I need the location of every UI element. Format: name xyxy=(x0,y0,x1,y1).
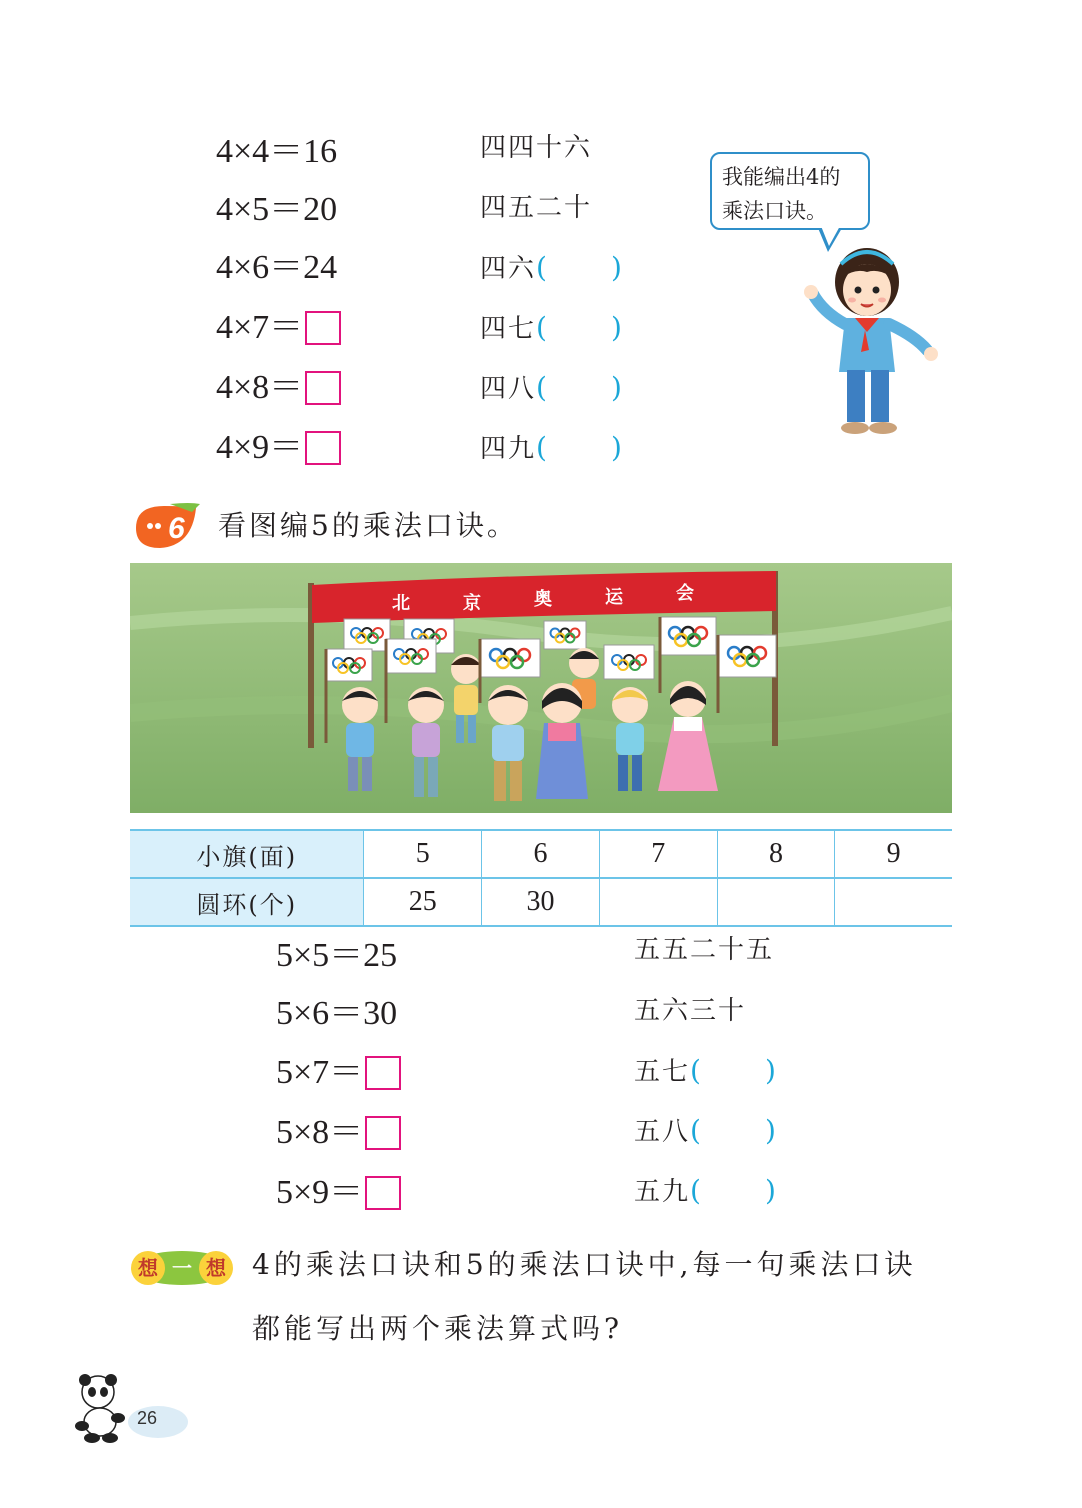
verse-5x8: 五八( ) xyxy=(634,1114,778,1147)
badge-char: 一 xyxy=(172,1256,192,1280)
verse-4x5: 四五二十 xyxy=(480,193,593,223)
badge-char: 想 xyxy=(206,1256,226,1280)
badge-char: 想 xyxy=(138,1256,158,1280)
table-row xyxy=(130,878,952,926)
banner-char: 京 xyxy=(463,593,481,614)
verse-4x8: 四八( ) xyxy=(480,371,624,404)
table-cell-blank[interactable] xyxy=(835,878,952,926)
banner-char: 奥 xyxy=(534,589,552,610)
table-cell-blank[interactable] xyxy=(599,878,717,926)
banner-char: 北 xyxy=(392,593,410,614)
table-cell: 8 xyxy=(717,830,835,878)
verse-4x6: 四六( ) xyxy=(480,251,624,284)
flags-rings-table xyxy=(130,829,952,927)
answer-box[interactable] xyxy=(365,1176,401,1210)
equation-5x7: 5×7＝ xyxy=(276,1051,401,1093)
table-cell: 7 xyxy=(599,830,717,878)
verse-5x9: 五九( ) xyxy=(634,1174,778,1207)
table-cell: 9 xyxy=(835,830,952,878)
answer-box[interactable] xyxy=(305,431,341,465)
think-question-line-1: 4的乘法口诀和5的乘法口诀中,每一句乘法口诀 xyxy=(252,1248,917,1281)
think-badge xyxy=(130,1248,234,1288)
verse-5x7: 五七( ) xyxy=(634,1054,778,1087)
row-header-rings: 圆环(个) xyxy=(130,878,364,926)
answer-box[interactable] xyxy=(305,311,341,345)
row-header-flags: 小旗(面) xyxy=(130,830,364,878)
verse-4x7: 四七( ) xyxy=(480,311,624,344)
question-6-text: 看图编5的乘法口诀。 xyxy=(218,509,518,542)
table-cell: 6 xyxy=(482,830,600,878)
olympic-scene-illustration xyxy=(130,563,952,813)
verse-4x4: 四四十六 xyxy=(480,133,593,163)
table-cell: 5 xyxy=(364,830,482,878)
panda-icon xyxy=(70,1372,190,1444)
answer-box[interactable] xyxy=(365,1116,401,1150)
table-cell: 25 xyxy=(364,878,482,926)
bubble-line-1: 我能编出4的 xyxy=(722,165,841,189)
question-number-badge xyxy=(130,500,202,552)
equation-4x7: 4×7＝ xyxy=(216,306,341,348)
answer-box[interactable] xyxy=(305,371,341,405)
banner-char: 运 xyxy=(605,587,623,608)
bubble-line-2: 乘法口诀。 xyxy=(722,199,827,223)
speech-bubble xyxy=(710,152,870,230)
table-row xyxy=(130,830,952,878)
page-number: 26 xyxy=(137,1408,158,1428)
equation-4x4: 4×4＝16 xyxy=(216,133,338,171)
equation-5x6: 5×6＝30 xyxy=(276,995,398,1033)
equation-5x9: 5×9＝ xyxy=(276,1171,401,1213)
girl-illustration xyxy=(795,232,950,442)
equation-4x9: 4×9＝ xyxy=(216,426,341,468)
verse-5x5: 五五二十五 xyxy=(634,935,775,965)
question-number: 6 xyxy=(168,512,185,545)
verse-4x9: 四九( ) xyxy=(480,431,624,464)
equation-5x5: 5×5＝25 xyxy=(276,937,398,975)
table-cell: 30 xyxy=(482,878,600,926)
equation-4x5: 4×5＝20 xyxy=(216,191,338,229)
equation-5x8: 5×8＝ xyxy=(276,1111,401,1153)
equation-4x6: 4×6＝24 xyxy=(216,249,338,287)
banner-char: 会 xyxy=(676,583,694,604)
answer-box[interactable] xyxy=(365,1056,401,1090)
equation-4x8: 4×8＝ xyxy=(216,366,341,408)
table-cell-blank[interactable] xyxy=(717,878,835,926)
verse-5x6: 五六三十 xyxy=(634,996,747,1026)
think-question-line-2: 都能写出两个乘法算式吗? xyxy=(252,1312,624,1345)
